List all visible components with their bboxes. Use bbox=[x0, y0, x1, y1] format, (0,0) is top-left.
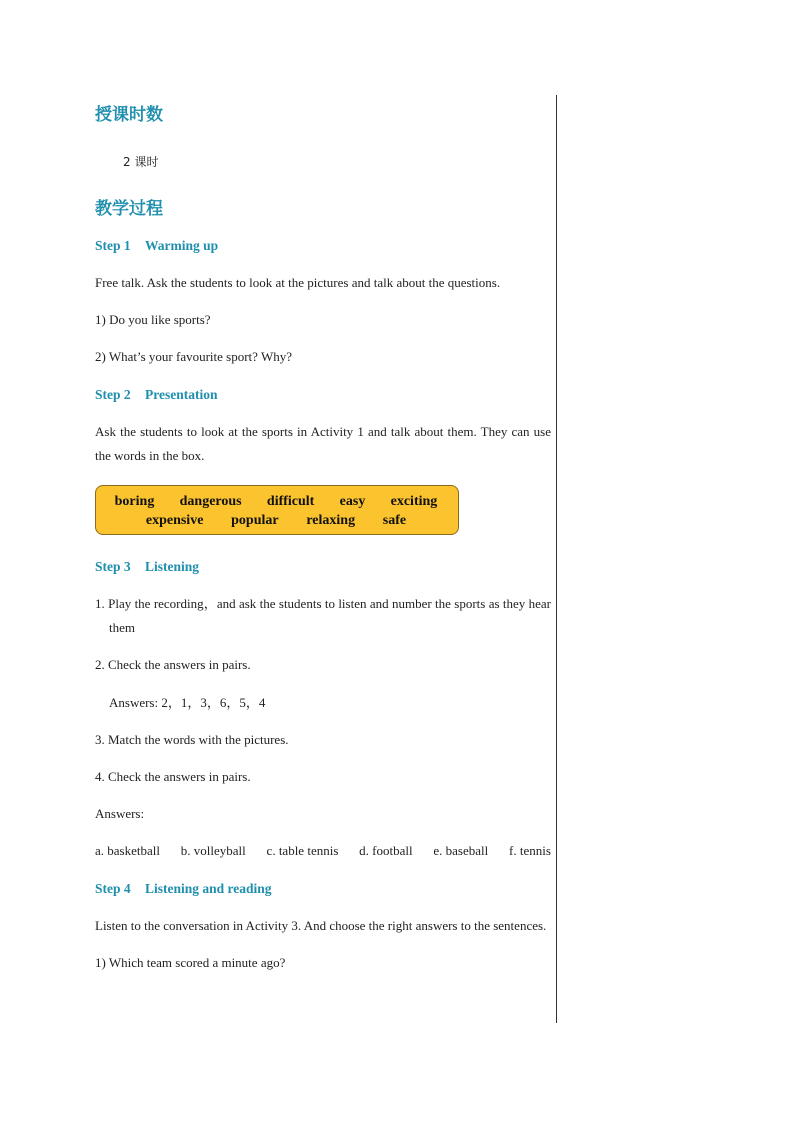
step3-answers-order: Answers: 2，1，3，6，5，4 bbox=[109, 695, 266, 710]
match-answer: f. tennis bbox=[509, 843, 551, 858]
lesson-content bbox=[95, 100, 551, 975]
word-box-word: popular bbox=[231, 513, 279, 528]
match-answer: c. table tennis bbox=[266, 843, 339, 858]
match-answer: e. baseball bbox=[433, 843, 489, 858]
section-teaching-hours bbox=[95, 100, 551, 140]
word-box-word: exciting bbox=[390, 494, 438, 509]
step1-question-1: 1) Do you like sports? bbox=[95, 312, 211, 327]
teaching-process-heading: 教学过程 bbox=[95, 199, 163, 219]
step1-heading bbox=[95, 234, 551, 258]
step3-item-3: 3. Match the words with the pictures. bbox=[95, 732, 289, 747]
step4-text: Listen to the conversation in Activity 3. And choose the right answers to the sentences. bbox=[95, 918, 547, 933]
step4-title: Listening and reading bbox=[145, 881, 272, 896]
word-box-word: safe bbox=[382, 513, 407, 528]
step3-item-1: 1. Play the recording，and ask the students to listen and number the sports as they hear them bbox=[95, 596, 551, 635]
word-box bbox=[95, 485, 459, 535]
match-answers-row bbox=[95, 839, 551, 863]
step4-number: Step 4 bbox=[95, 881, 131, 896]
word-box-word: boring bbox=[114, 494, 155, 509]
word-box-word: expensive bbox=[145, 513, 204, 528]
word-box-word: dangerous bbox=[179, 494, 242, 509]
step3-heading bbox=[95, 555, 551, 579]
step2-text: Ask the students to look at the sports in Activity 1 and talk about them. They can use the words in the box. bbox=[95, 424, 551, 463]
word-box-word: difficult bbox=[266, 494, 315, 509]
vertical-divider-line bbox=[556, 95, 557, 1023]
step2-title: Presentation bbox=[145, 387, 218, 402]
step1-question-2: 2) What’s your favourite sport? Why? bbox=[95, 349, 292, 364]
match-answer: d. football bbox=[359, 843, 413, 858]
step2-number: Step 2 bbox=[95, 387, 131, 402]
teaching-hours-value: 2 课时 bbox=[123, 155, 159, 169]
match-answer: a. basketball bbox=[95, 843, 160, 858]
step3-item-4: 4. Check the answers in pairs. bbox=[95, 769, 251, 784]
word-box-word: easy bbox=[339, 494, 366, 509]
step3-item-2: 2. Check the answers in pairs. bbox=[95, 657, 251, 672]
teaching-hours-heading: 授课时数 bbox=[95, 105, 163, 125]
step1-title: Warming up bbox=[145, 238, 219, 253]
step3-number: Step 3 bbox=[95, 559, 131, 574]
word-box-row-2 bbox=[96, 511, 458, 530]
word-box-row-1 bbox=[96, 492, 458, 511]
step4-question-1: 1) Which team scored a minute ago? bbox=[95, 955, 286, 970]
step3-title: Listening bbox=[145, 559, 200, 574]
match-answer: b. volleyball bbox=[180, 843, 246, 858]
step1-number: Step 1 bbox=[95, 238, 131, 253]
step1-intro: Free talk. Ask the students to look at the pictures and talk about the questions. bbox=[95, 275, 501, 290]
step2-heading bbox=[95, 383, 551, 407]
word-box-word: relaxing bbox=[306, 513, 356, 528]
step3-answers-label: Answers: bbox=[95, 806, 145, 821]
step4-heading bbox=[95, 877, 551, 901]
